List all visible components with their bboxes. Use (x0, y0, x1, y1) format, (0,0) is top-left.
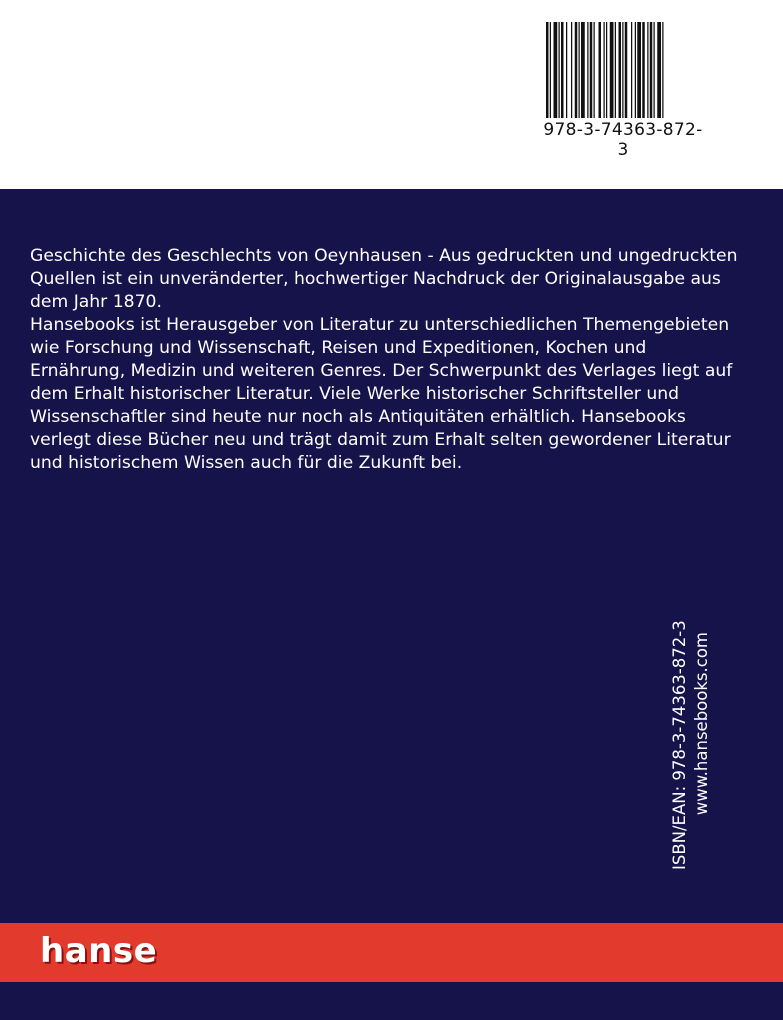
barcode-bars (546, 22, 700, 118)
description-paragraph-1: Geschichte des Geschlechts von Oeynhausen - Aus gedruckten und ungedruckten Quellen ist ein unveränderter, hochwertiger Nachdruck der Originalausgabe aus dem Jahr 1870. (30, 246, 738, 312)
white-top-band (0, 0, 783, 189)
bottom-strip (0, 982, 783, 1020)
isbn-ean-text: ISBN/EAN: 978-3-74363-872-3 (670, 620, 689, 870)
barcode (540, 22, 706, 160)
description-paragraph-2: Hansebooks ist Herausgeber von Literatur zu unterschiedlichen Themengebieten wie Forschung und Wissenschaft, Reisen und Expeditionen, Kochen und Ernährung, Medizin und weiteren Genres. Der Schwerpunkt des Verlages liegt auf dem Erhalt historischer Literatur. Viele Werke historischer Schriftsteller und Wissenschaftler sind heute nur noch als Antiquitäten erhältlich. Hansebooks verlegt diese Bücher neu und trägt damit zum Erhalt selten gewordener Literatur und historischem Wissen auch für die Zukunft bei. (30, 315, 733, 473)
vertical-imprint (669, 620, 713, 870)
barcode-number: 978-3-74363-872-3 (543, 120, 703, 160)
hanse-logo: hanse (40, 931, 158, 971)
publisher-url: www.hansebooks.com (692, 632, 711, 816)
book-description (30, 245, 742, 475)
